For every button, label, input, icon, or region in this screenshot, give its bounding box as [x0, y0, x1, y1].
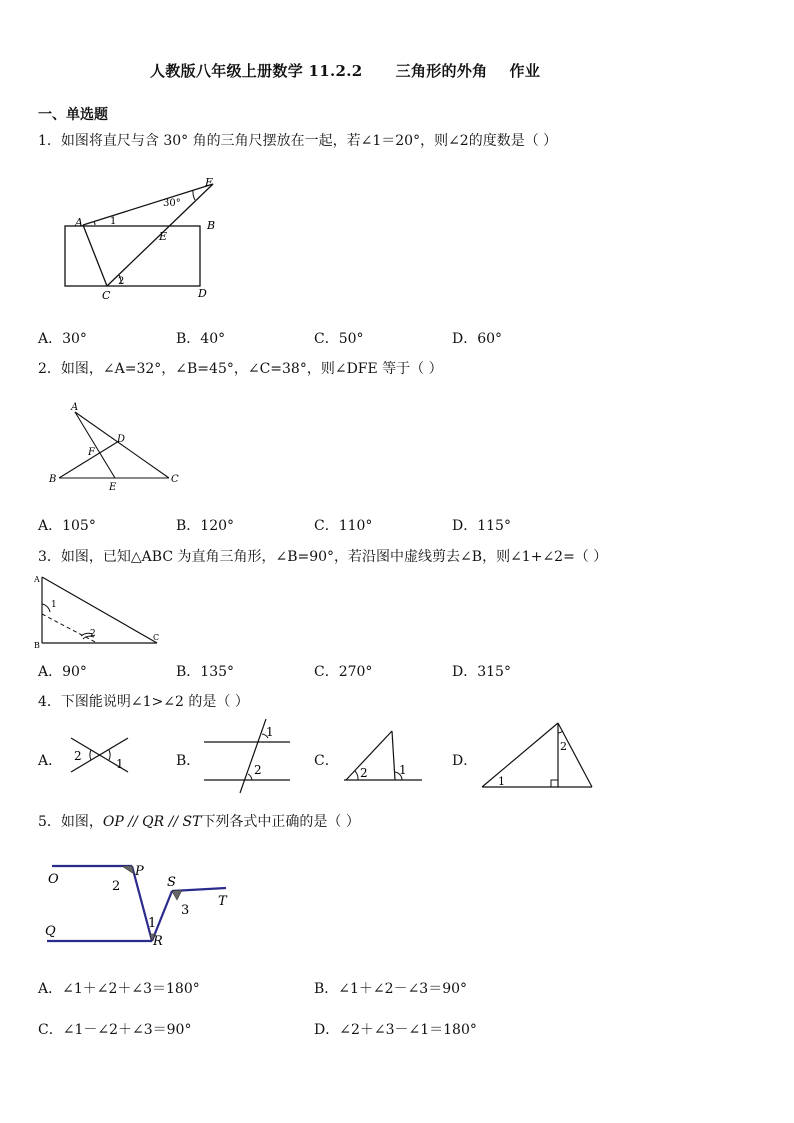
fig1-label-a: A [75, 216, 83, 229]
fig3-label-b: B [34, 641, 40, 650]
fig2-label-d: D [117, 434, 126, 445]
question-2-stem: 2．如图，∠A=32°，∠B=45°，∠C=38°，则∠DFE 等于（ ） [38, 361, 443, 377]
fig3-angle-2: 2 [90, 629, 96, 639]
fig1-angle-1: 1 [110, 216, 117, 227]
q4c-angle-1: 1 [399, 763, 407, 777]
q1-option-d[interactable]: D．60° [452, 331, 503, 347]
question-5-figure [40, 855, 240, 950]
section-heading: 一、单选题 [38, 107, 108, 123]
fig5-label-q: Q [45, 924, 56, 939]
q2-option-a[interactable]: A．105° [38, 518, 96, 534]
q4-option-d[interactable]: D． [452, 753, 478, 769]
fig1-label-f: F [205, 176, 213, 189]
fig5-label-o: O [48, 872, 59, 887]
q5-option-c[interactable]: C．∠1－∠2＋∠3＝90° [38, 1022, 192, 1038]
question-1-stem: 1．如图将直尺与含 30° 角的三角尺摆放在一起，若∠1＝20°，则∠2的度数是（ ） [38, 133, 558, 149]
q1-option-c[interactable]: C．50° [314, 331, 364, 347]
q2-option-b[interactable]: B．120° [176, 518, 235, 534]
q2-option-d[interactable]: D．115° [452, 518, 511, 534]
fig1-angle-30: 30° [163, 198, 181, 209]
q4-option-b[interactable]: B． [176, 753, 201, 769]
question-5-stem [38, 811, 360, 831]
q4c-angle-2: 2 [360, 766, 368, 780]
q5-option-a[interactable]: A．∠1＋∠2＋∠3＝180° [38, 981, 200, 997]
fig5-label-r: R [153, 934, 163, 949]
fig1-label-d: D [198, 287, 207, 300]
q3-option-d[interactable]: D．315° [452, 664, 511, 680]
question-3-figure [33, 570, 168, 650]
q4-option-a[interactable]: A． [38, 753, 63, 769]
q4d-angle-1: 1 [498, 775, 505, 788]
q4-option-c[interactable]: C． [314, 753, 339, 769]
fig5-angle-2: 2 [112, 879, 121, 894]
fig1-label-b: B [207, 219, 216, 232]
question-3-stem: 3．如图，已知△ABC 为直角三角形，∠B=90°，若沿图中虚线剪去∠B，则∠1+∠2=（ ） [38, 549, 608, 565]
fig5-label-t: T [218, 894, 227, 909]
q2-option-c[interactable]: C．110° [314, 518, 373, 534]
fig1-label-e: E [159, 230, 168, 243]
fig5-angle-3: 3 [181, 903, 190, 918]
q5-option-b[interactable]: B．∠1＋∠2－∠3＝90° [314, 981, 468, 997]
q4a-angle-2: 2 [74, 749, 82, 763]
q5-option-d[interactable]: D．∠2＋∠3－∠1＝180° [314, 1022, 477, 1038]
q3-option-c[interactable]: C．270° [314, 664, 373, 680]
q4-figure-d [478, 718, 598, 792]
fig1-angle-2: 2 [118, 276, 125, 287]
q4d-angle-2: 2 [560, 740, 567, 753]
fig1-label-c: C [102, 289, 111, 302]
q4-figure-c [340, 728, 425, 784]
q3-option-a[interactable]: A．90° [38, 664, 87, 680]
fig5-angle-1: 1 [148, 916, 157, 931]
q4b-angle-1: 1 [266, 725, 274, 739]
question-2-figure [45, 398, 190, 493]
question-4-stem: 4．下图能说明∠1>∠2 的是（ ） [38, 694, 249, 710]
q4-figure-b [200, 716, 295, 794]
q4a-angle-1: 1 [116, 757, 124, 771]
fig3-angle-1: 1 [51, 600, 57, 610]
fig2-label-f: F [88, 447, 95, 458]
fig2-label-a: A [71, 402, 79, 413]
question-1-figure [55, 172, 235, 307]
q5-stem-suffix: 下列各式中正确的是（ ） [201, 814, 360, 830]
page-title: 人教版八年级上册数学 11.2.2 三角形的外角 作业 [150, 62, 541, 80]
fig5-label-p: P [135, 864, 144, 879]
fig2-label-c: C [171, 474, 179, 485]
q3-option-b[interactable]: B．135° [176, 664, 235, 680]
q5-stem-prefix: 5．如图， [38, 814, 103, 830]
q1-option-a[interactable]: A．30° [38, 331, 87, 347]
fig3-label-a: A [34, 575, 40, 584]
q5-stem-math: OP // QR // ST [102, 814, 202, 830]
fig3-label-c: C [153, 633, 160, 642]
q4b-angle-2: 2 [254, 763, 262, 777]
q1-option-b[interactable]: B．40° [176, 331, 226, 347]
q4-figure-a [66, 730, 136, 780]
fig2-label-e: E [109, 482, 117, 493]
fig5-label-s: S [167, 875, 176, 890]
fig2-label-b: B [49, 474, 57, 485]
